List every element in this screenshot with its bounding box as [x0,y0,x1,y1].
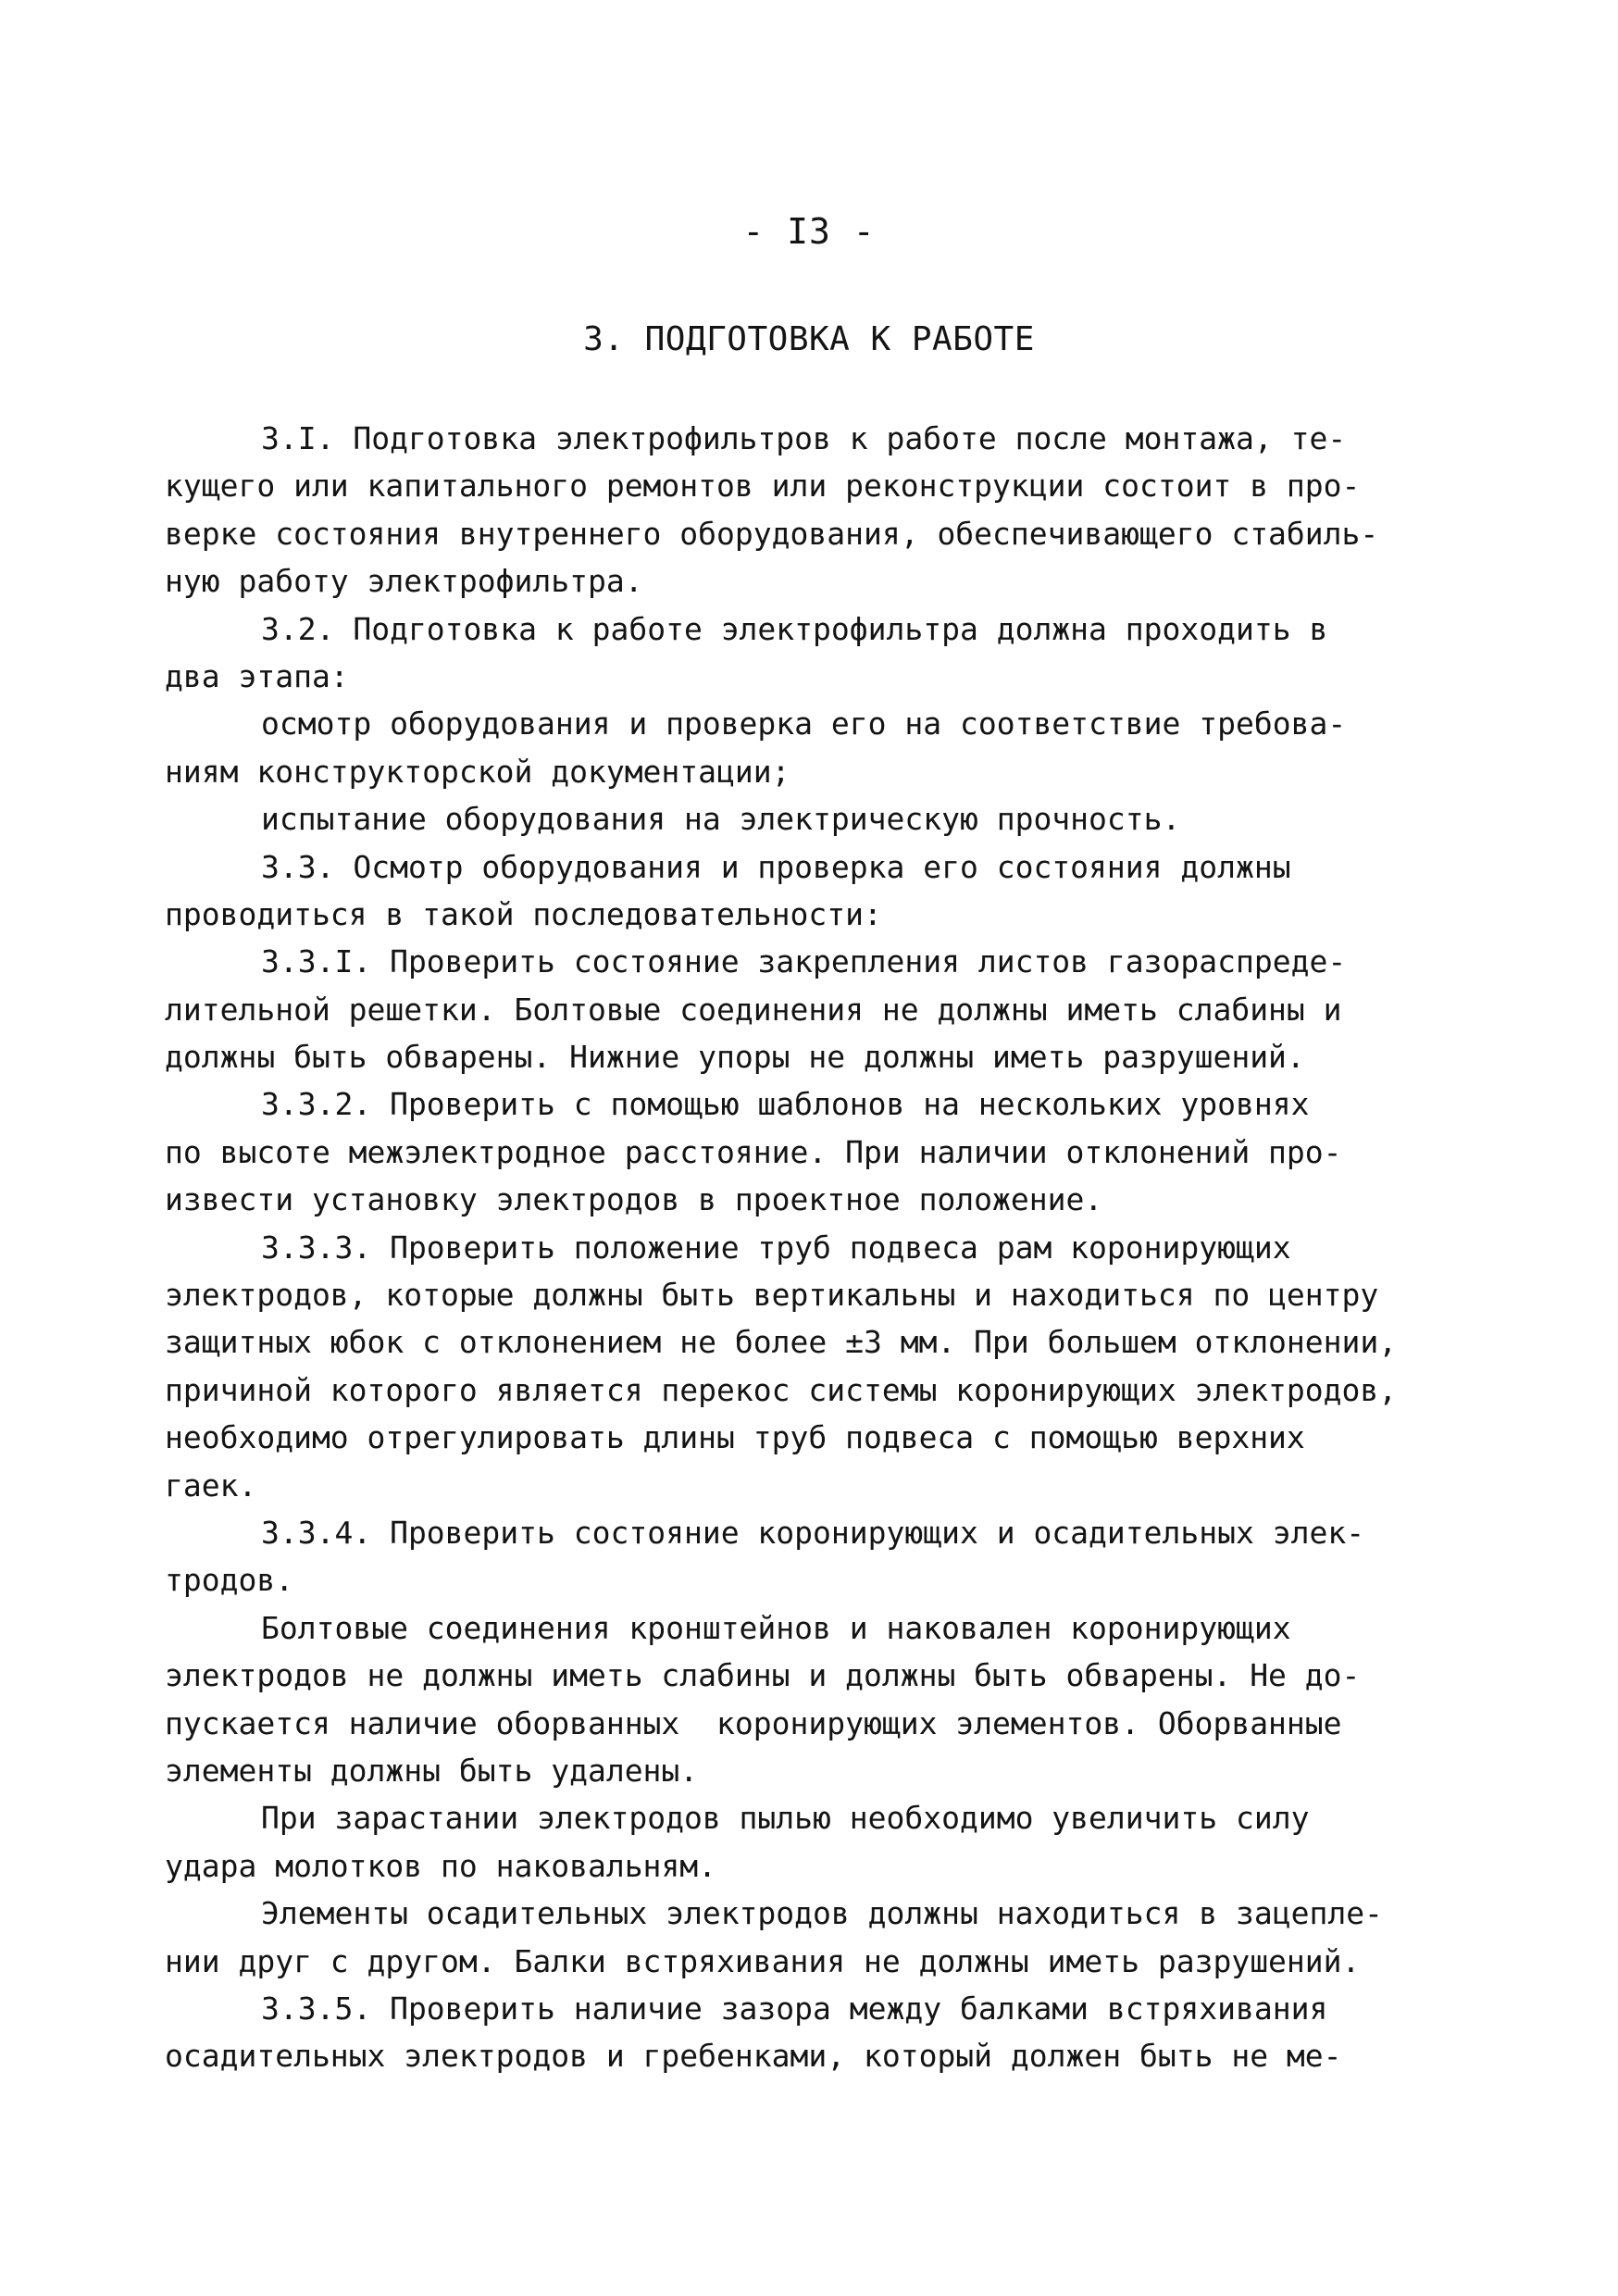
text-line: Болтовые соединения кронштейнов и наковален коронирующих [261,1609,1291,1646]
text-line: лительной решетки. Болтовые соединения не должны иметь слабины и [165,991,1342,1028]
section-title: 3. ПОДГОТОВКА К РАБОТЕ [583,320,1035,358]
text-line: извести установку электродов в проектное положение. [165,1181,1103,1218]
text-line: гаек. [165,1466,257,1504]
text-line: ную работу электрофильтра. [165,563,643,600]
text-line: При зарастании электродов пылью необходимо увеличить силу [261,1800,1310,1837]
text-line: защитных юбок с отклонением не более ±3 мм. При большем отклонении, [165,1324,1398,1361]
page-number: - I3 - [742,211,876,252]
text-line: осадительных электродов и гребенками, который должен быть не ме- [165,2038,1342,2075]
text-line: 3.3. Осмотр оборудования и проверка его состояния должны [261,848,1291,885]
text-line: причиной которого является перекос системы коронирующих электродов, [165,1371,1398,1408]
text-line: тродов. [165,1562,294,1599]
text-line: 3.3.4. Проверить состояние коронирующих и осадительных элек- [261,1514,1365,1551]
text-line: пускается наличие оборванных коронирующих элементов. Оборванные [165,1704,1342,1741]
text-line: 3.3.2. Проверить с помощью шаблонов на нескольких уровнях [261,1086,1310,1123]
text-line: кущего или капитального ремонтов или реконструкции состоит в про- [165,468,1361,505]
text-line: удара молотков по наковальням. [165,1847,717,1884]
text-line: ниям конструкторской документации; [165,753,790,790]
text-line: 3.I. Подготовка электрофильтров к работе после монтажа, те- [261,420,1347,456]
text-line: испытание оборудования на электрическую прочность. [261,801,1181,838]
text-line: верке состояния внутреннего оборудования, обеспечивающего стабиль- [165,515,1379,552]
text-line: по высоте межэлектродное расстояние. При наличии отклонений про- [165,1133,1342,1170]
text-line: электродов не должны иметь слабины и должны быть обварены. Не до- [165,1657,1361,1694]
text-line: должны быть обварены. Нижние упоры не должны иметь разрушений. [165,1039,1305,1076]
text-line: 3.3.3. Проверить положение труб подвеса рам коронирующих [261,1229,1291,1266]
text-line: электродов, которые должны быть вертикальны и находиться по центру [165,1277,1379,1314]
text-line: 3.3.5. Проверить наличие зазора между балками встряхивания [261,1990,1328,2027]
text-line: 3.2. Подготовка к работе электрофильтра должна проходить в [261,610,1328,647]
text-line: нии друг с другом. Балки встряхивания не должны иметь разрушений. [165,1942,1361,1979]
text-line: осмотр оборудования и проверка его на соответствие требова- [261,705,1347,742]
text-line: два этапа: [165,657,349,694]
body-text [165,415,1479,2080]
text-line: элементы должны быть удалены. [165,1752,699,1789]
text-line: проводиться в такой последовательности: [165,895,882,932]
text-line: 3.3.I. Проверить состояние закрепления листов газораспреде- [261,943,1347,980]
text-line: Элементы осадительных электродов должны находиться в зацепле- [261,1895,1383,1932]
text-line: необходимо отрегулировать длины труб подвеса с помощью верхних [165,1419,1305,1456]
